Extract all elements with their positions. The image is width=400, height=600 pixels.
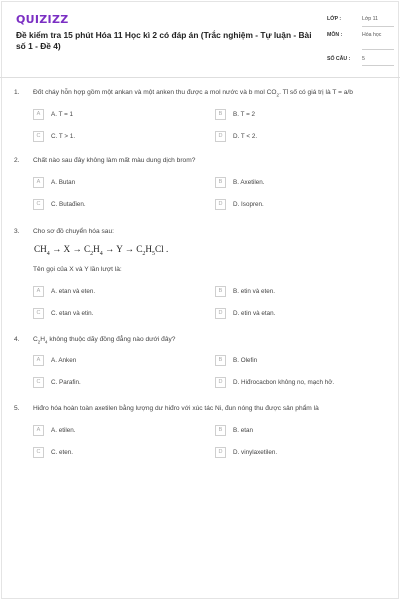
question-2-text: Chất nào sau đây không làm mất màu dung dịch brom? (33, 157, 196, 164)
meta-subject-value: Hóa học (362, 32, 382, 38)
option-text: A. Anken (51, 357, 77, 364)
meta-count-label: SỐ CÂU : (327, 56, 351, 62)
question-3-option-c[interactable] (33, 308, 199, 321)
question-1-option-c[interactable] (33, 131, 199, 144)
option-letter-box: C (33, 131, 44, 142)
option-letter-box: B (215, 109, 226, 120)
question-3-option-d[interactable] (215, 308, 381, 321)
option-letter-box: B (215, 425, 226, 436)
option-letter-box: A (33, 425, 44, 436)
option-text: C. etan và etin. (51, 310, 94, 317)
option-letter-box: C (33, 308, 44, 319)
option-letter-box: A (33, 109, 44, 120)
option-letter-box: D (215, 308, 226, 319)
question-5-option-d[interactable] (215, 447, 381, 460)
question-4-text: $C_2H_4$ không thuộc dãy đồng đẳng nào dưới đây? (33, 336, 176, 345)
meta-subject-label: MÔN : (327, 32, 343, 38)
option-text: B. T = 2 (233, 111, 255, 118)
question-1-text: Đốt cháy hỗn hợp gồm một ankan và một anken thu được a mol nước và b mol $CO_2$. Tỉ số có giá trị là T = a/b (33, 89, 353, 98)
option-letter-box: D (215, 131, 226, 142)
option-text: D. Hiđrocacbon không no, mạch hở. (233, 379, 335, 386)
option-text: B. etan (233, 427, 253, 434)
question-4-option-c[interactable] (33, 377, 199, 390)
question-4-option-d[interactable] (215, 377, 381, 390)
option-letter-box: C (33, 377, 44, 388)
meta-grade-value: Lớp 11 (362, 16, 378, 22)
question-5-number: 5. (14, 405, 20, 412)
meta-subject-underline (362, 49, 394, 50)
question-5-option-b[interactable] (215, 425, 381, 438)
option-letter-box: A (33, 177, 44, 188)
question-1-option-a[interactable] (33, 109, 199, 122)
option-text: C. Parafin. (51, 379, 81, 386)
option-text: B. etin và eten. (233, 288, 276, 295)
question-2-option-d[interactable] (215, 199, 381, 212)
meta-count-underline (362, 65, 394, 66)
question-3-text: Cho sơ đồ chuyển hóa sau: (33, 228, 114, 235)
question-2-option-b[interactable] (215, 177, 381, 190)
option-text: B. Olefin (233, 357, 258, 364)
quizizz-logo: QUIZIZZ (16, 13, 69, 26)
question-1-option-b[interactable] (215, 109, 381, 122)
option-text: B. Axetilen. (233, 179, 265, 186)
question-4-option-b[interactable] (215, 355, 381, 368)
question-3-option-a[interactable] (33, 286, 199, 299)
option-letter-box: A (33, 355, 44, 366)
question-5-option-c[interactable] (33, 447, 199, 460)
question-2-number: 2. (14, 157, 20, 164)
option-text: A. T = 1 (51, 111, 73, 118)
question-2-option-c[interactable] (33, 199, 199, 212)
meta-grade-label: LỚP : (327, 16, 342, 22)
question-3-subtext: Tên gọi của X và Y lần lượt là: (33, 266, 122, 273)
option-letter-box: D (215, 199, 226, 210)
meta-grade-underline (362, 26, 394, 27)
option-text: C. eten. (51, 449, 74, 456)
option-letter-box: D (215, 377, 226, 388)
question-5-text: Hiđro hóa hoàn toàn axetilen bằng lượng dư hiđro với xúc tác Ni, đun nóng thu được sản phẩm là (33, 405, 319, 412)
option-text: C. T > 1. (51, 133, 76, 140)
option-text: D. Isopren. (233, 201, 264, 208)
option-letter-box: B (215, 355, 226, 366)
option-text: C. Butađien. (51, 201, 86, 208)
option-letter-box: C (33, 199, 44, 210)
option-text: A. Butan (51, 179, 76, 186)
option-letter-box: D (215, 447, 226, 458)
meta-count-value: 5 (362, 56, 365, 62)
worksheet-header (0, 0, 400, 78)
question-4-option-a[interactable] (33, 355, 199, 368)
question-4-number: 4. (14, 336, 20, 343)
option-letter-box: C (33, 447, 44, 458)
option-text: A. etan và eten. (51, 288, 96, 295)
question-2-option-a[interactable] (33, 177, 199, 190)
option-text: D. T < 2. (233, 133, 258, 140)
option-text: D. vinylaxetilen. (233, 449, 278, 456)
question-5-option-a[interactable] (33, 425, 199, 438)
question-1-option-d[interactable] (215, 131, 381, 144)
question-1-number: 1. (14, 89, 20, 96)
option-text: D. etin và etan. (233, 310, 276, 317)
option-letter-box: B (215, 177, 226, 188)
option-letter-box: B (215, 286, 226, 297)
question-3-number: 3. (14, 228, 20, 235)
option-text: A. etilen. (51, 427, 76, 434)
reaction-scheme-formula: $CH_4 \to X \to C_2H_4 \to Y \to C_2H_5Cl$ . (34, 244, 169, 257)
option-letter-box: A (33, 286, 44, 297)
question-3-option-b[interactable] (215, 286, 381, 299)
worksheet-title: Đề kiểm tra 15 phút Hóa 11 Học kì 2 có đáp án (Trắc nghiệm - Tự luận - Bài số 1 - Đề 4) (16, 30, 312, 51)
